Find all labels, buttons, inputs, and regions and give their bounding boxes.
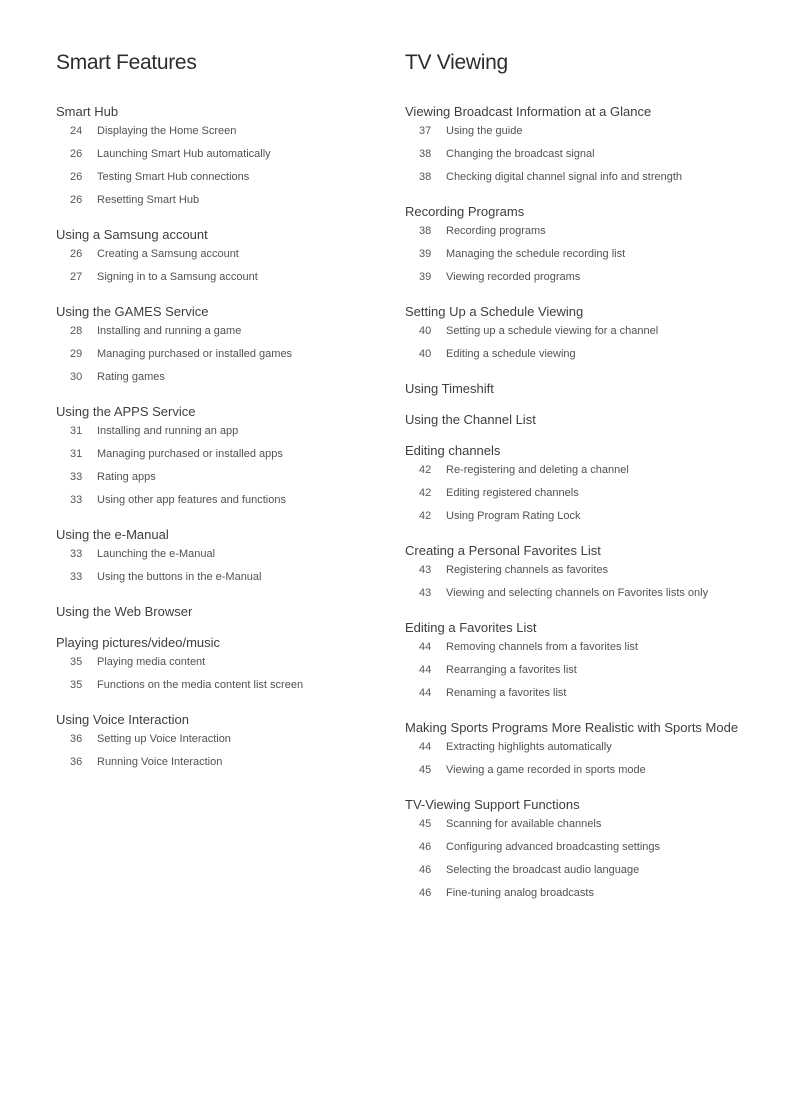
toc-entry-list bbox=[56, 243, 391, 289]
toc-entry-label: Managing purchased or installed apps bbox=[97, 448, 283, 460]
toc-section-title: Using the APPS Service bbox=[56, 404, 196, 419]
toc-entry-page-number: 30 bbox=[70, 371, 83, 383]
toc-entry-page-number: 42 bbox=[419, 464, 432, 476]
toc-entry bbox=[56, 343, 391, 366]
toc-entry-label: Re-registering and deleting a channel bbox=[446, 464, 629, 476]
toc-entry-label: Launching the e-Manual bbox=[97, 548, 216, 560]
toc-entry-page-number: 44 bbox=[419, 664, 432, 676]
toc-entry-label: Editing a schedule viewing bbox=[446, 348, 576, 360]
toc-entry bbox=[56, 189, 391, 212]
chapter-title-tv-viewing: TV Viewing bbox=[405, 51, 508, 74]
toc-entry-page-number: 38 bbox=[419, 225, 432, 237]
toc-entry-label: Scanning for available channels bbox=[446, 818, 602, 830]
toc-entry bbox=[405, 482, 780, 505]
toc-entry-page-number: 24 bbox=[70, 125, 83, 137]
toc-entry-page-number: 29 bbox=[70, 348, 83, 360]
toc-entry-page-number: 33 bbox=[70, 494, 83, 506]
toc-entry bbox=[405, 320, 780, 343]
toc-section-title: Playing pictures/video/music bbox=[56, 635, 221, 650]
toc-entry-list bbox=[56, 651, 391, 697]
toc-entry-page-number: 26 bbox=[70, 171, 83, 183]
toc-entry bbox=[405, 266, 780, 289]
toc-entry bbox=[405, 759, 780, 782]
toc-section bbox=[56, 226, 391, 289]
toc-section-title: Using Voice Interaction bbox=[56, 712, 189, 727]
toc-entry bbox=[56, 320, 391, 343]
toc-entry-page-number: 46 bbox=[419, 864, 432, 876]
toc-section-title: Making Sports Programs More Realistic with Sports Mode bbox=[405, 720, 739, 735]
toc-entry-page-number: 40 bbox=[419, 325, 432, 337]
toc-entry-page-number: 38 bbox=[419, 171, 432, 183]
toc-entry bbox=[56, 443, 391, 466]
toc-section bbox=[405, 103, 780, 189]
toc-section bbox=[56, 103, 391, 212]
toc-section-title: Editing a Favorites List bbox=[405, 620, 537, 635]
toc-entry-list bbox=[405, 320, 780, 366]
toc-entry-label: Viewing and selecting channels on Favorites lists only bbox=[446, 587, 709, 599]
toc-entry-page-number: 45 bbox=[419, 818, 432, 830]
toc-entry-list bbox=[56, 728, 391, 774]
toc-entry-label: Configuring advanced broadcasting settings bbox=[446, 841, 661, 853]
toc-entry bbox=[405, 343, 780, 366]
toc-entry-label: Changing the broadcast signal bbox=[446, 148, 595, 160]
toc-entry bbox=[56, 728, 391, 751]
toc-column-smart-features bbox=[56, 50, 391, 774]
toc-entry-list bbox=[405, 559, 780, 605]
toc-column-tv-viewing bbox=[405, 50, 780, 905]
toc-entry-label: Viewing recorded programs bbox=[446, 271, 581, 283]
toc-entry-list bbox=[405, 220, 780, 289]
toc-entry-label: Setting up a schedule viewing for a channel bbox=[446, 325, 659, 337]
toc-section bbox=[405, 380, 780, 397]
toc-entry bbox=[56, 266, 391, 289]
toc-entry-page-number: 38 bbox=[419, 148, 432, 160]
toc-section bbox=[405, 303, 780, 366]
toc-entry bbox=[56, 143, 391, 166]
toc-entry-label: Managing purchased or installed games bbox=[97, 348, 293, 360]
toc-entry-label: Managing the schedule recording list bbox=[446, 248, 626, 260]
toc-entry bbox=[56, 674, 391, 697]
toc-entry-page-number: 45 bbox=[419, 764, 432, 776]
toc-entry-label: Removing channels from a favorites list bbox=[446, 641, 638, 653]
toc-entry bbox=[405, 659, 780, 682]
toc-entry bbox=[56, 243, 391, 266]
toc-entry-page-number: 28 bbox=[70, 325, 83, 337]
toc-entry-page-number: 46 bbox=[419, 887, 432, 899]
toc-entry-page-number: 36 bbox=[70, 733, 83, 745]
toc-section-title: Using a Samsung account bbox=[56, 227, 208, 242]
toc-section-title: Using the e-Manual bbox=[56, 527, 169, 542]
toc-entry-label: Displaying the Home Screen bbox=[97, 125, 237, 137]
toc-section bbox=[56, 526, 391, 589]
toc-section bbox=[405, 796, 780, 905]
toc-entry-page-number: 27 bbox=[70, 271, 83, 283]
toc-entry-list bbox=[56, 120, 391, 212]
toc-entry bbox=[405, 682, 780, 705]
toc-section bbox=[405, 542, 780, 605]
toc-section bbox=[56, 634, 391, 697]
toc-section-title: Recording Programs bbox=[405, 204, 525, 219]
toc-entry-page-number: 40 bbox=[419, 348, 432, 360]
toc-entry-list bbox=[405, 636, 780, 705]
toc-entry-page-number: 42 bbox=[419, 510, 432, 522]
toc-section bbox=[56, 303, 391, 389]
toc-entry-label: Signing in to a Samsung account bbox=[97, 271, 258, 283]
toc-section-title: Viewing Broadcast Information at a Glance bbox=[405, 104, 652, 119]
toc-entry-list bbox=[56, 543, 391, 589]
toc-entry-list bbox=[56, 420, 391, 512]
toc-entry bbox=[56, 489, 391, 512]
toc-entry bbox=[405, 459, 780, 482]
toc-entry-label: Installing and running an app bbox=[97, 425, 239, 437]
toc-entry-list bbox=[56, 320, 391, 389]
toc-section-title: Using the Channel List bbox=[405, 412, 536, 427]
toc-section-list bbox=[56, 103, 391, 774]
toc-entry-page-number: 39 bbox=[419, 271, 432, 283]
toc-entry-page-number: 33 bbox=[70, 471, 83, 483]
toc-entry bbox=[405, 636, 780, 659]
toc-entry bbox=[56, 166, 391, 189]
toc-entry-label: Rating games bbox=[97, 371, 165, 383]
toc-section-title: Editing channels bbox=[405, 443, 501, 458]
toc-entry bbox=[56, 420, 391, 443]
toc-entry-label: Extracting highlights automatically bbox=[446, 741, 612, 753]
toc-entry-label: Renaming a favorites list bbox=[446, 687, 567, 699]
toc-entry bbox=[56, 566, 391, 589]
toc-entry bbox=[56, 466, 391, 489]
toc-entry-page-number: 26 bbox=[70, 194, 83, 206]
toc-entry bbox=[56, 751, 391, 774]
toc-entry-list bbox=[405, 813, 780, 905]
toc-entry bbox=[56, 651, 391, 674]
toc-entry-list bbox=[405, 459, 780, 528]
toc-entry-page-number: 36 bbox=[70, 756, 83, 768]
toc-entry-label: Rearranging a favorites list bbox=[446, 664, 577, 676]
toc-entry-label: Playing media content bbox=[97, 656, 206, 668]
toc-entry-page-number: 37 bbox=[419, 125, 432, 137]
toc-entry-label: Selecting the broadcast audio language bbox=[446, 864, 640, 876]
toc-section bbox=[405, 619, 780, 705]
toc-entry-page-number: 39 bbox=[419, 248, 432, 260]
toc-entry bbox=[405, 505, 780, 528]
toc-entry-page-number: 43 bbox=[419, 564, 432, 576]
toc-entry bbox=[405, 143, 780, 166]
toc-entry bbox=[405, 882, 780, 905]
toc-entry-label: Testing Smart Hub connections bbox=[97, 171, 250, 183]
toc-entry bbox=[405, 220, 780, 243]
toc-entry bbox=[405, 582, 780, 605]
toc-entry-label: Running Voice Interaction bbox=[97, 756, 223, 768]
toc-entry-page-number: 42 bbox=[419, 487, 432, 499]
toc-entry-label: Fine-tuning analog broadcasts bbox=[446, 887, 594, 899]
toc-entry bbox=[56, 543, 391, 566]
toc-entry-page-number: 26 bbox=[70, 148, 83, 160]
toc-entry-label: Using the buttons in the e-Manual bbox=[97, 571, 262, 583]
toc-section bbox=[56, 711, 391, 774]
toc-entry-page-number: 33 bbox=[70, 571, 83, 583]
toc-entry-page-number: 44 bbox=[419, 687, 432, 699]
toc-entry-label: Using Program Rating Lock bbox=[446, 510, 581, 522]
toc-entry bbox=[405, 836, 780, 859]
toc-entry-page-number: 31 bbox=[70, 425, 83, 437]
toc-entry bbox=[405, 166, 780, 189]
toc-section bbox=[56, 403, 391, 512]
toc-entry-label: Editing registered channels bbox=[446, 487, 579, 499]
toc-entry-page-number: 44 bbox=[419, 641, 432, 653]
toc-entry-label: Viewing a game recorded in sports mode bbox=[446, 764, 646, 776]
toc-entry-label: Rating apps bbox=[97, 471, 156, 483]
toc-section bbox=[405, 411, 780, 428]
toc-entry-label: Resetting Smart Hub bbox=[97, 194, 200, 206]
toc-entry-label: Registering channels as favorites bbox=[446, 564, 609, 576]
toc-section-title: Smart Hub bbox=[56, 104, 119, 119]
toc-entry-list bbox=[405, 120, 780, 189]
toc-entry-page-number: 33 bbox=[70, 548, 83, 560]
toc-section-title: TV-Viewing Support Functions bbox=[405, 797, 580, 812]
toc-entry-page-number: 35 bbox=[70, 656, 83, 668]
toc-entry-page-number: 44 bbox=[419, 741, 432, 753]
toc-entry-page-number: 31 bbox=[70, 448, 83, 460]
toc-entry-label: Setting up Voice Interaction bbox=[97, 733, 231, 745]
toc-section-title: Using Timeshift bbox=[405, 381, 494, 396]
chapter-title-smart-features: Smart Features bbox=[56, 51, 197, 74]
toc-section-list bbox=[405, 103, 780, 905]
toc-entry-label: Installing and running a game bbox=[97, 325, 242, 337]
toc-entry-label: Recording programs bbox=[446, 225, 546, 237]
toc-entry-label: Using the guide bbox=[446, 125, 523, 137]
toc-section-title: Creating a Personal Favorites List bbox=[405, 543, 601, 558]
toc-entry bbox=[56, 366, 391, 389]
toc-section bbox=[405, 719, 780, 782]
toc-entry-label: Checking digital channel signal info and strength bbox=[446, 171, 683, 183]
toc-entry bbox=[405, 859, 780, 882]
toc-section-title: Using the GAMES Service bbox=[56, 304, 209, 319]
toc-entry-page-number: 26 bbox=[70, 248, 83, 260]
toc-section bbox=[405, 442, 780, 528]
toc-entry-label: Functions on the media content list screen bbox=[97, 679, 304, 691]
toc-entry-label: Using other app features and functions bbox=[97, 494, 286, 506]
toc-section bbox=[405, 203, 780, 289]
toc-entry bbox=[405, 120, 780, 143]
toc-entry bbox=[405, 813, 780, 836]
toc-entry bbox=[56, 120, 391, 143]
toc-entry-page-number: 43 bbox=[419, 587, 432, 599]
toc-entry-label: Creating a Samsung account bbox=[97, 248, 239, 260]
toc-section bbox=[56, 603, 391, 620]
toc-section-title: Setting Up a Schedule Viewing bbox=[405, 304, 584, 319]
toc-entry-page-number: 35 bbox=[70, 679, 83, 691]
toc-entry-list bbox=[405, 736, 780, 782]
toc-entry bbox=[405, 736, 780, 759]
toc-entry bbox=[405, 559, 780, 582]
toc-entry-label: Launching Smart Hub automatically bbox=[97, 148, 271, 160]
toc-entry-page-number: 46 bbox=[419, 841, 432, 853]
toc-entry bbox=[405, 243, 780, 266]
toc-section-title: Using the Web Browser bbox=[56, 604, 193, 619]
